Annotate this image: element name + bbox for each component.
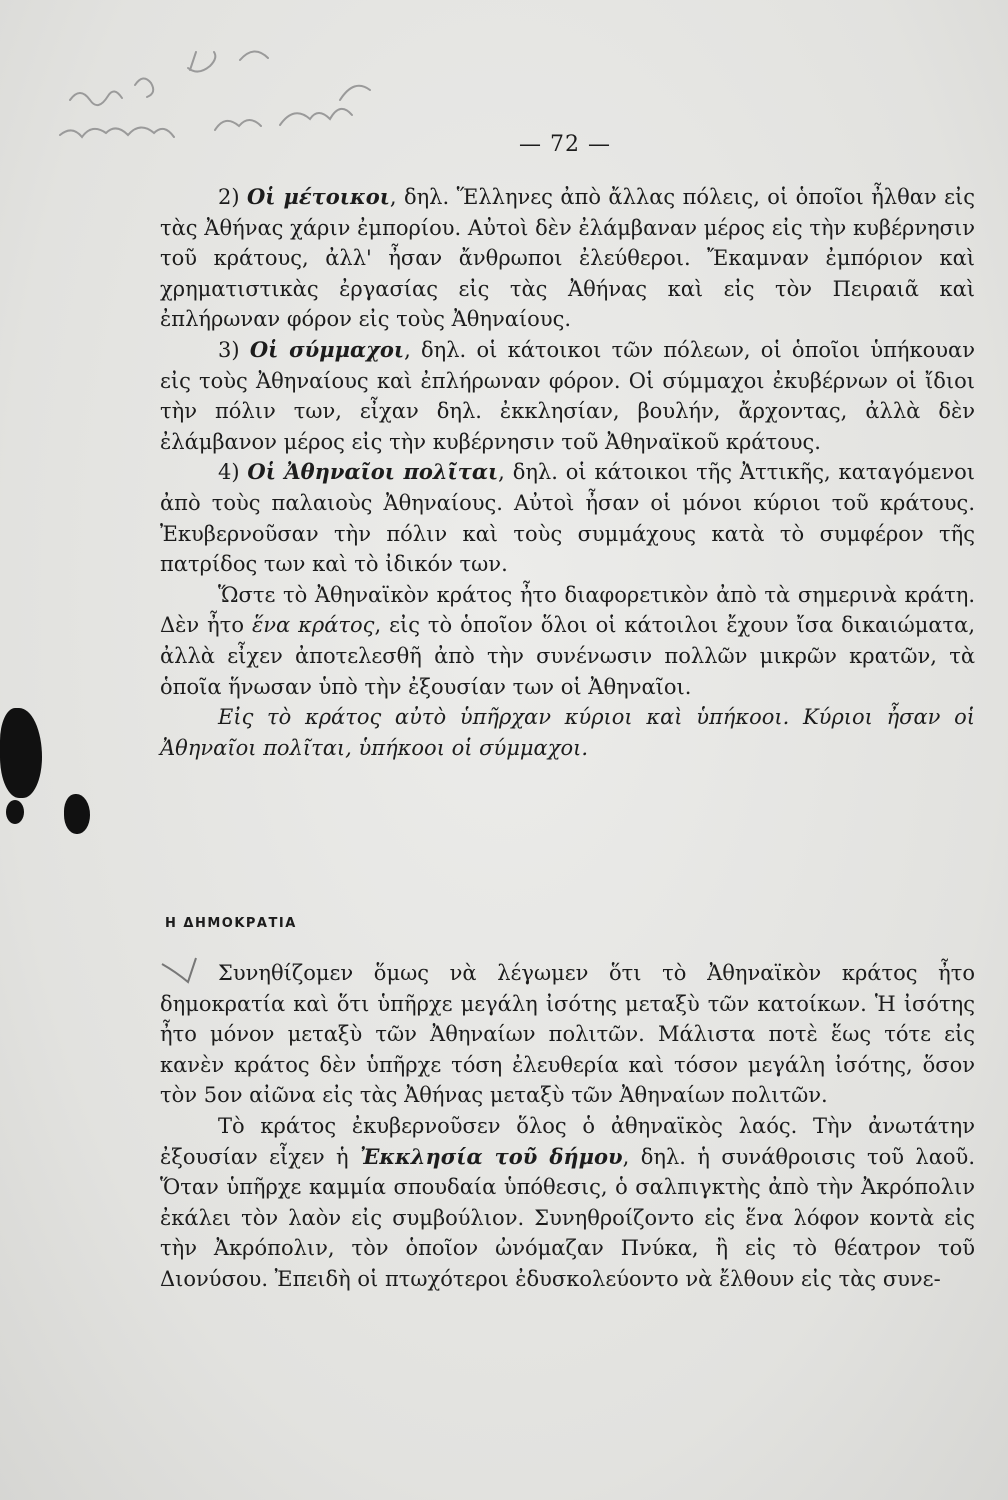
paragraph-politai [160, 457, 975, 579]
section-heading: Η ΔΗΜΟΚΡΑΤΙΑ [165, 916, 297, 931]
paragraph-democracy: Συνηθίζομεν ὅμως νὰ λέγωμεν ὅτι τὸ Ἀθηναϊκὸν κράτος ἦτο δημοκρατία καὶ ὅτι ὑπῆρχε μεγάλη ἰσότης μεταξὺ τῶν κατοίκων. Ἡ ἰσότης ἦτο μόνον μεταξὺ τῶν Ἀθηναίων πολιτῶν. Μάλιστα ποτὲ ἕως τότε εἰς κανὲν κράτος δὲν ὑπῆρχε τόση ἐλευθερία καὶ τόσον μεγάλη ἰσότης, ὅσον τὸν 5ον αἰῶνα εἰς τὰς Ἀθήνας μεταξὺ τῶν Ἀθηναίων πολιτῶν. [160, 961, 975, 1108]
ink-blot [6, 800, 24, 824]
item-number: 4) [218, 460, 240, 485]
paragraph-text: , δηλ. Ἕλληνες ἀπὸ ἄλλας πόλεις, οἱ ὁποῖοι ἦλθαν εἰς τὰς Ἀθήνας χάριν ἐμπορίου. Αὐτοὶ δὲν ἐλάμβαναν μέρος εἰς τὴν κυβέρνησιν τοῦ κράτους, ἀλλ' ἦσαν ἄνθρωποι ἐλεύθεροι. Ἔκαμναν ἐμπόριον καὶ χρηματιστικὰς ἐργασίας εἰς τὰς Ἀθήνας καὶ εἰς τὸν Πειραιᾶ καὶ ἐπλήρωναν φόρον εἰς τοὺς Ἀθηναίους. [160, 185, 975, 332]
page-number: — 72 — [519, 132, 611, 157]
paragraph-text: , εἰς τὸ ὁποῖον ὅλοι οἱ κάτοιλοι ἔχουν ἴσα δικαιώματα, ἀλλὰ εἶχεν ἀποτελεσθῆ ἀπὸ τὴν συνένωσιν πολλῶν μικρῶν κρατῶν, τὰ ὁποῖα ἥνωσαν ὑπὸ τὴν ἐξουσίαν των οἱ Ἀθηναῖοι. [160, 613, 976, 699]
paragraph-ekklesia [160, 1111, 975, 1295]
paragraph-athenian-state [160, 580, 975, 702]
term-politai: Οἱ Ἀθηναῖοι πολῖται [247, 459, 499, 485]
paragraph-symmachoi [160, 335, 975, 457]
ink-blot [64, 794, 90, 834]
term-symmachoi: Οἱ σύμμαχοι [249, 336, 405, 362]
term-ekklesia: Ἐκκλησία τοῦ δήμου [360, 1143, 623, 1169]
text-block-upper [160, 182, 975, 763]
text-block-lower [160, 958, 975, 1295]
paragraph-text: , δηλ. ἡ συνάθροισις τοῦ λαοῦ. Ὅταν ὑπῆρχε καμμία σπουδαία ὑπόθεσις, ὁ σαλπιγκτὴς ἀπὸ τὴν Ἀκρόπολιν ἐκάλει τὸν λαὸν εἰς συμβούλιον. Συνηθροίζοντο εἰς ἕνα λόφον κοντὰ εἰς τὴν Ἀκρόπολιν, τὸν ὁποῖον ὠνόμαζαν Πνύκα, ἢ εἰς τὸ θέατρον τοῦ Διονύσου. Ἐπειδὴ οἱ πτωχότεροι ἐδυσκολεύοντο νὰ ἔλθουν εἰς τὰς συνε- [160, 1144, 975, 1291]
ink-blot [0, 708, 42, 798]
paragraph-text: , δηλ. οἱ κάτοικοι τῶν πόλεων, οἱ ὁποῖοι ὑπήκουαν εἰς τοὺς Ἀθηναίους καὶ ἐπλήρωναν φόρον. Οἱ σύμμαχοι ἐκυβέρνων οἱ ἴδιοι τὴν πόλιν των, εἶχαν δηλ. ἐκκλησίαν, βουλήν, ἄρχοντας, ἀλλὰ δὲν ἐλάμβανον μέρος εἰς τὴν κυβέρνησιν τοῦ Ἀθηναϊκοῦ κράτους. [160, 337, 975, 454]
paragraph-metoikoi [160, 182, 975, 335]
paragraph-text: Ὥστε τὸ Ἀθηναϊκὸν κράτος ἦτο διαφορετικὸν ἀπὸ τὰ σημερινὰ κράτη. Δὲν ἦτο [160, 582, 975, 638]
paragraph-text: , δηλ. οἱ κάτοικοι τῆς Ἀττικῆς, καταγόμενοι ἀπὸ τοὺς παλαιοὺς Ἀθηναίους. Αὐτοὶ ἦσαν οἱ μόνοι κύριοι τοῦ κράτους. Ἐκυβερνοῦσαν τὴν πόλιν καὶ τοὺς συμμάχους κατὰ τὸ συμφέρον τῆς πατρίδος των καὶ τὸ ἰδικόν των. [160, 460, 975, 577]
paragraph-text: Τὸ κράτος ἐκυβερνοῦσεν ὅλος ὁ ἀθηναϊκὸς λαός. Τὴν ἀνωτάτην ἐξουσίαν εἶχεν ἡ [160, 1113, 975, 1169]
term-metoikoi: Οἱ μέτοικοι [247, 184, 390, 209]
italic-phrase: ἕνα κράτος [251, 613, 375, 638]
item-number: 3) [218, 337, 240, 362]
item-number: 2) [218, 185, 240, 209]
paragraph-summary-italic: Εἰς τὸ κράτος αὐτὸ ὑπῆρχαν κύριοι καὶ ὑπήκοοι. Κύριοι ἦσαν οἱ Ἀθηναῖοι πολῖται, ὑπήκοοι οἱ σύμμαχοι. [160, 705, 975, 760]
